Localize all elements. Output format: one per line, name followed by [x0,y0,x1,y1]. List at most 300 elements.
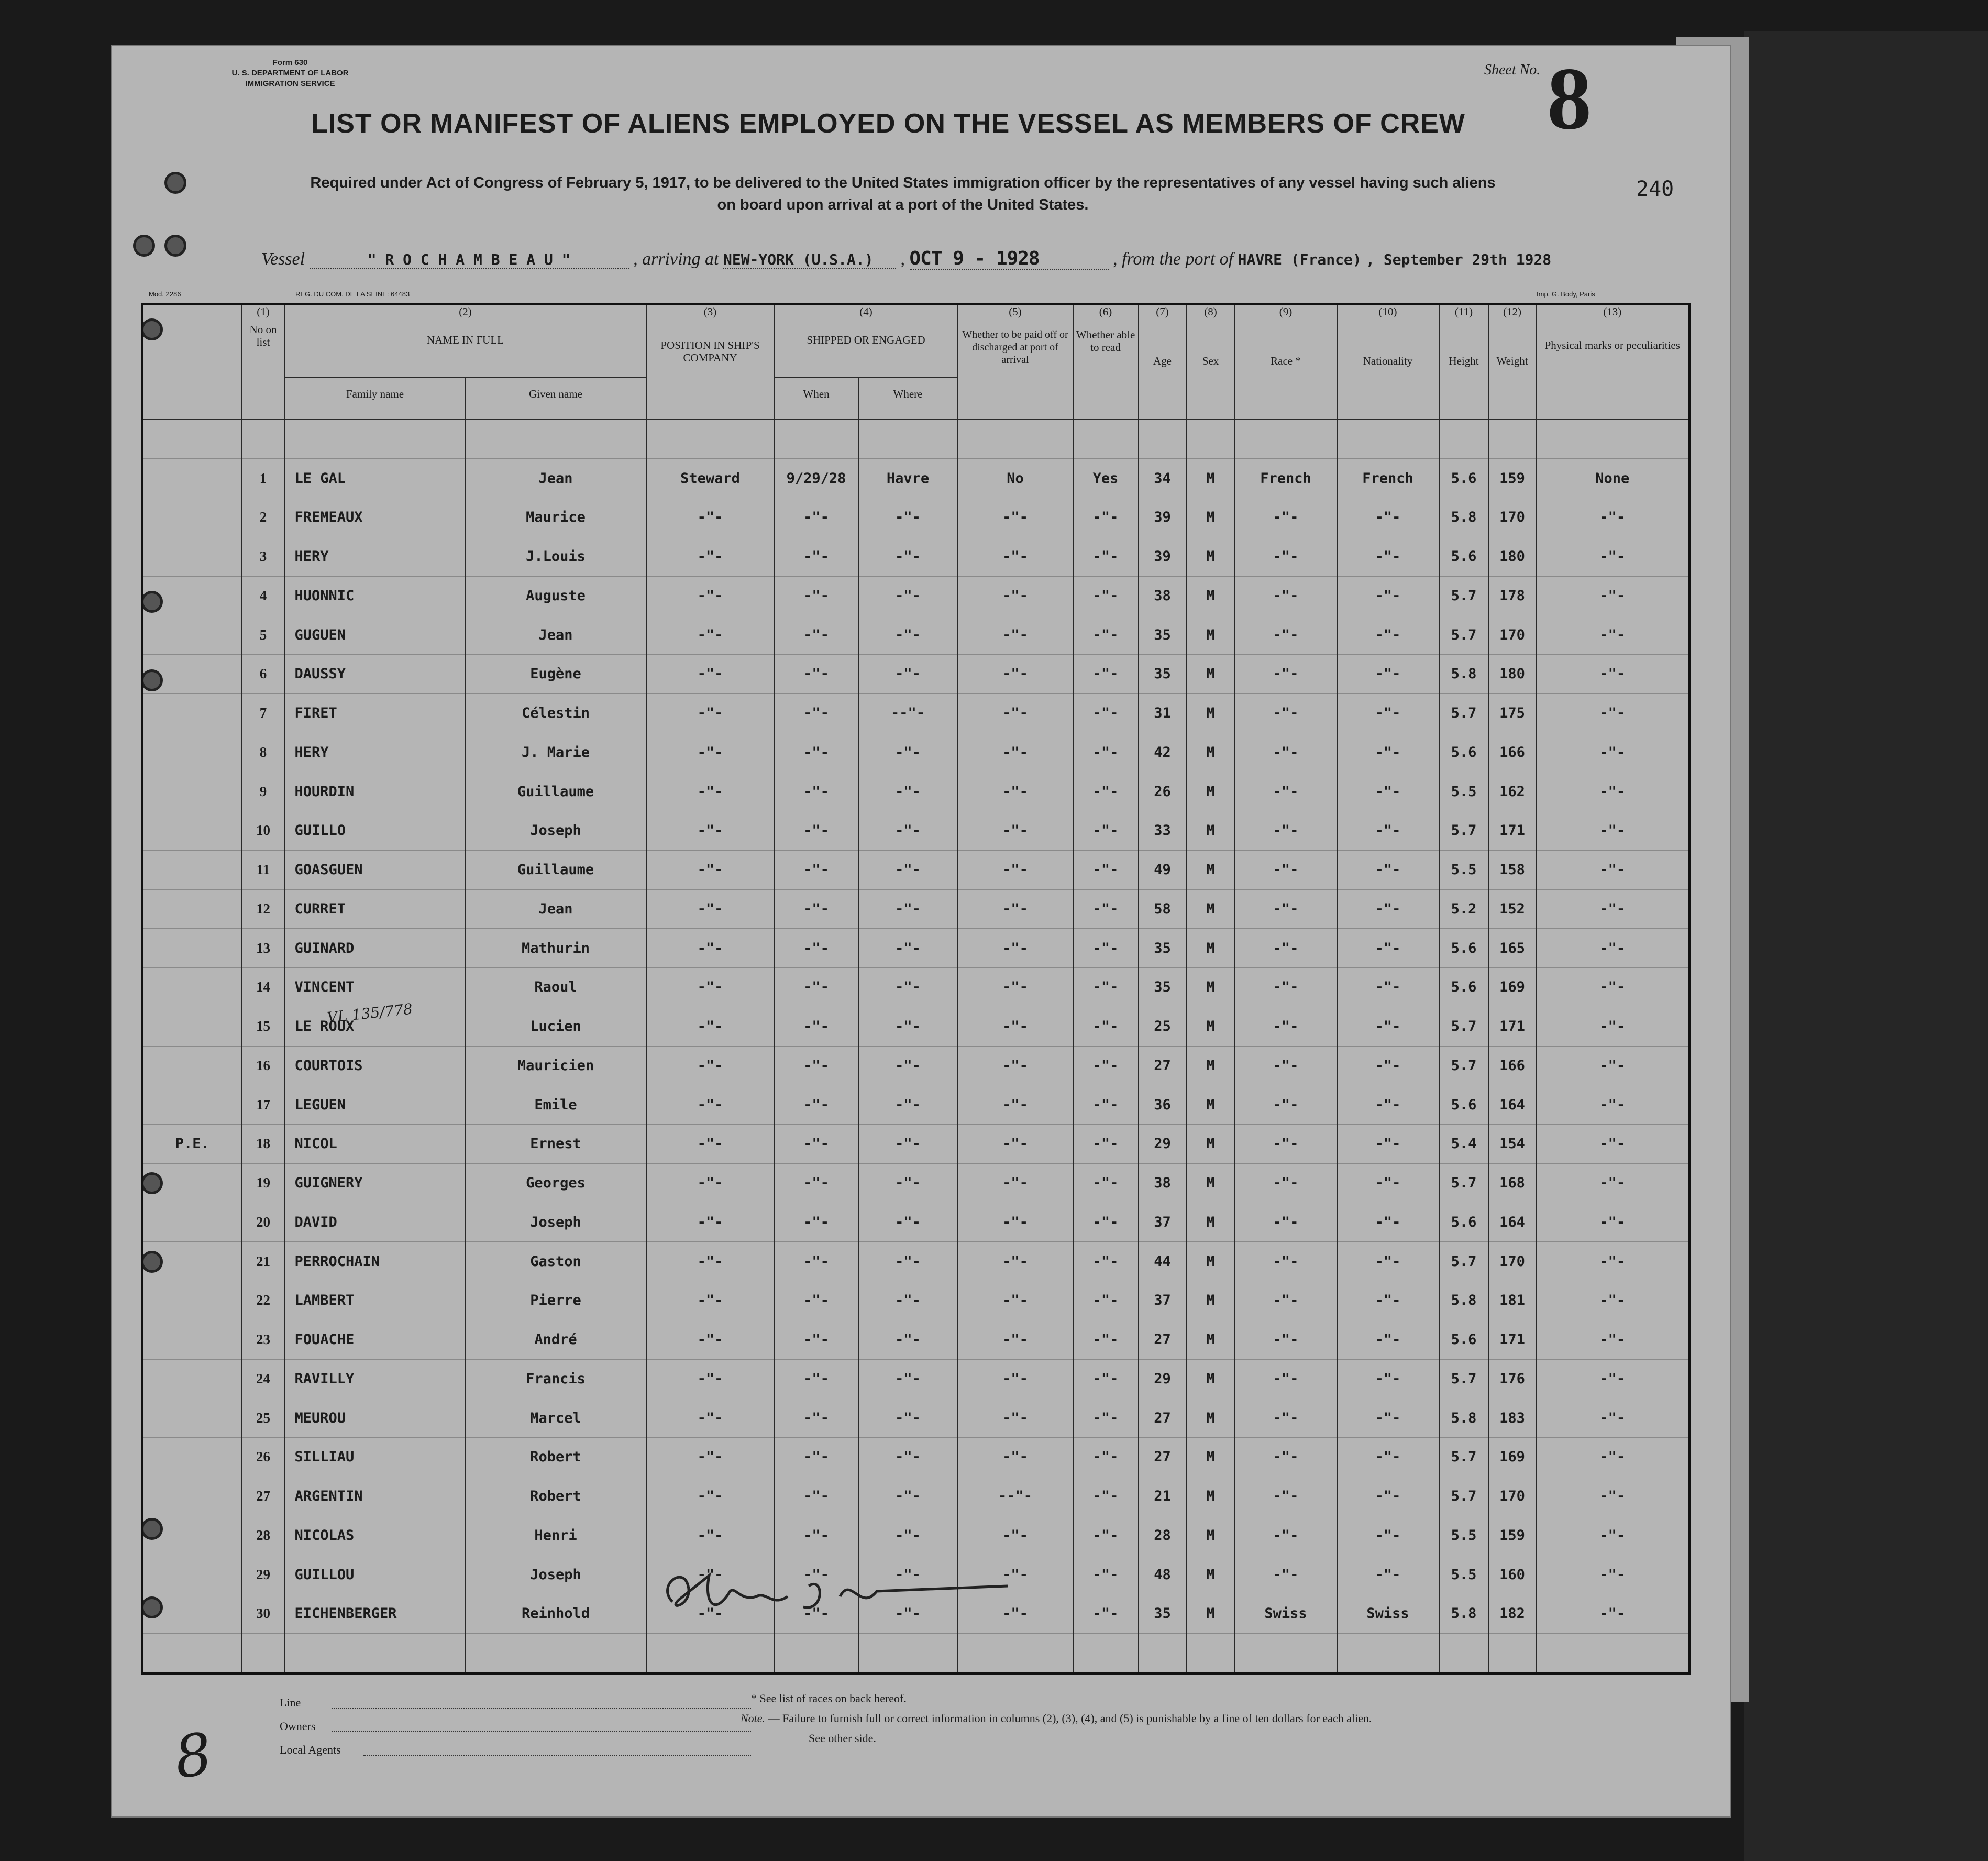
given-name-cell: Marcel [466,1398,646,1438]
given-name-cell: Auguste [466,576,646,615]
table-row [142,1125,1690,1164]
age-cell: 49 [1139,850,1187,889]
margin-note-cell [142,615,242,655]
shipped-where-cell: -"- [858,1555,958,1594]
age-cell: 33 [1139,811,1187,851]
shipped-where-cell: -"- [858,889,958,929]
weight-cell: 162 [1489,772,1536,811]
physical-marks-cell: None [1536,459,1690,498]
position-cell: -"- [646,1007,775,1046]
height-cell: 5.8 [1439,498,1489,537]
department-name: U. S. DEPARTMENT OF LABOR [231,69,349,78]
age-cell: 31 [1139,693,1187,733]
race-cell: -"- [1235,1281,1337,1320]
age-cell: 36 [1139,1085,1187,1125]
paid-off-cell: -"- [958,850,1073,889]
physical-marks-cell: -"- [1536,1203,1690,1242]
shipped-when-cell: -"- [775,889,858,929]
nationality-cell: -"- [1337,968,1439,1007]
shipped-when-cell: -"- [775,1438,858,1477]
table-row [142,889,1690,929]
header-family-name: Family name [285,378,466,420]
shipped-when-cell: -"- [775,576,858,615]
height-cell: 5.5 [1439,1516,1489,1555]
row-number-cell: 14 [242,968,285,1007]
line-label: Line [280,1696,301,1709]
nationality-cell: -"- [1337,1438,1439,1477]
given-name-cell: Raoul [466,968,646,1007]
header-race: (9) Race * [1235,304,1337,420]
position-cell: -"- [646,1242,775,1281]
table-row [142,693,1690,733]
family-name-cell: GUIGNERY [285,1163,466,1203]
margin-note-cell [142,1281,242,1320]
row-number-cell: 10 [242,811,285,851]
form-header [201,58,379,89]
given-name-cell: Robert [466,1438,646,1477]
shipped-when-cell: -"- [775,537,858,576]
row-number-cell: 4 [242,576,285,615]
nationality-cell: -"- [1337,615,1439,655]
sex-cell: M [1187,929,1235,968]
able-to-read-cell: -"- [1073,968,1139,1007]
paid-off-cell: -"- [958,1359,1073,1398]
sex-cell: M [1187,1438,1235,1477]
nationality-cell: Swiss [1337,1594,1439,1634]
table-row [142,968,1690,1007]
physical-marks-cell: -"- [1536,1594,1690,1634]
shipped-when-cell: -"- [775,733,858,772]
physical-marks-cell: -"- [1536,929,1690,968]
vessel-name: " R O C H A M B E A U " [310,251,629,269]
crew-manifest-table [141,303,1691,1675]
able-to-read-cell: -"- [1073,1516,1139,1555]
shipped-when-cell: -"- [775,1007,858,1046]
age-cell: 37 [1139,1281,1187,1320]
height-cell: 5.7 [1439,1438,1489,1477]
weight-cell: 176 [1489,1359,1536,1398]
signature-scribble [651,1555,1029,1628]
able-to-read-cell: -"- [1073,733,1139,772]
given-name-cell: Célestin [466,693,646,733]
family-name-cell: GUILLOU [285,1555,466,1594]
margin-note-cell [142,1438,242,1477]
able-to-read-cell: -"- [1073,1281,1139,1320]
table-row [142,1163,1690,1203]
paid-off-cell: -"- [958,1242,1073,1281]
physical-marks-cell: -"- [1536,1163,1690,1203]
nationality-cell: -"- [1337,1125,1439,1164]
nationality-cell: -"- [1337,576,1439,615]
able-to-read-cell: -"- [1073,850,1139,889]
shipped-when-cell: -"- [775,1516,858,1555]
position-cell: -"- [646,811,775,851]
family-name-cell: GUGUEN [285,615,466,655]
family-name-cell: HUONNIC [285,576,466,615]
race-cell: -"- [1235,1085,1337,1125]
margin-note-cell [142,1398,242,1438]
shipped-where-cell: -"- [858,1046,958,1085]
weight-cell: 169 [1489,1438,1536,1477]
margin-note-cell [142,693,242,733]
row-number-cell: 16 [242,1046,285,1085]
weight-cell: 152 [1489,889,1536,929]
manifest-sheet [112,46,1730,1816]
header-shipped-engaged: (4) SHIPPED OR ENGAGED [775,304,958,378]
race-cell: -"- [1235,1163,1337,1203]
given-name-cell: Reinhold [466,1594,646,1634]
age-cell: 27 [1139,1398,1187,1438]
table-row [142,459,1690,498]
race-cell: -"- [1235,1555,1337,1594]
height-cell: 5.6 [1439,929,1489,968]
age-cell: 27 [1139,1046,1187,1085]
family-name-cell: LAMBERT [285,1281,466,1320]
arriving-label: , arriving at [633,249,719,269]
table-row [142,498,1690,537]
shipped-where-cell: -"- [858,1085,958,1125]
age-cell: 28 [1139,1516,1187,1555]
shipped-when-cell: -"- [775,1046,858,1085]
nationality-cell: -"- [1337,772,1439,811]
nationality-cell: -"- [1337,1203,1439,1242]
weight-cell: 168 [1489,1163,1536,1203]
sex-cell: M [1187,1125,1235,1164]
row-number-cell: 17 [242,1085,285,1125]
shipped-where-cell: -"- [858,1477,958,1516]
arrival-date-stamp: OCT 9 - 1928 [910,248,1109,270]
given-name-cell: Ernest [466,1125,646,1164]
weight-cell: 180 [1489,655,1536,694]
age-cell: 26 [1139,772,1187,811]
family-name-cell: COURTOIS [285,1046,466,1085]
shipped-where-cell: -"- [858,733,958,772]
row-number-cell: 25 [242,1398,285,1438]
family-name-cell: GOASGUEN [285,850,466,889]
row-number-cell: 29 [242,1555,285,1594]
position-cell: -"- [646,1477,775,1516]
table-row [142,1203,1690,1242]
able-to-read-cell: -"- [1073,1125,1139,1164]
physical-marks-cell: -"- [1536,772,1690,811]
race-cell: -"- [1235,537,1337,576]
race-cell: -"- [1235,498,1337,537]
from-port-label: , from the port of [1113,249,1234,269]
margin-note-cell [142,1007,242,1046]
able-to-read-cell: -"- [1073,1163,1139,1203]
note-label: Note. [741,1712,766,1725]
weight-cell: 180 [1489,537,1536,576]
margin-note-cell [142,1359,242,1398]
sex-cell: M [1187,1242,1235,1281]
age-cell: 58 [1139,889,1187,929]
shipped-when-cell: -"- [775,655,858,694]
race-cell: -"- [1235,811,1337,851]
height-cell: 5.7 [1439,1163,1489,1203]
physical-marks-cell: -"- [1536,1477,1690,1516]
race-cell: -"- [1235,772,1337,811]
given-name-cell: Maurice [466,498,646,537]
race-cell: -"- [1235,1203,1337,1242]
sex-cell: M [1187,1320,1235,1359]
line-field [332,1708,751,1709]
table-row [142,615,1690,655]
physical-marks-cell: -"- [1536,693,1690,733]
nationality-cell: -"- [1337,1398,1439,1438]
age-cell: 39 [1139,498,1187,537]
table-row [142,929,1690,968]
act-text [233,172,1573,216]
sheet-label: Sheet No. [1484,62,1541,78]
position-cell: Steward [646,459,775,498]
height-cell: 5.5 [1439,1555,1489,1594]
row-number-cell: 1 [242,459,285,498]
shipped-where-cell: -"- [858,498,958,537]
physical-marks-cell: -"- [1536,1555,1690,1594]
table-row [142,537,1690,576]
table-row [142,850,1690,889]
physical-marks-cell: -"- [1536,655,1690,694]
family-name-cell: LE GAL [285,459,466,498]
margin-note-cell [142,1203,242,1242]
sex-cell: M [1187,1359,1235,1398]
physical-marks-cell: -"- [1536,1007,1690,1046]
header-nationality: (10) Nationality [1337,304,1439,420]
paid-off-cell: -"- [958,1594,1073,1634]
spacer-row [142,1633,1690,1673]
height-cell: 5.7 [1439,615,1489,655]
given-name-cell: Joseph [466,1555,646,1594]
races-note: * See list of races on back hereof. [751,1692,907,1705]
paid-off-cell: -"- [958,537,1073,576]
sex-cell: M [1187,811,1235,851]
shipped-when-cell: -"- [775,929,858,968]
margin-note-cell [142,498,242,537]
height-cell: 5.6 [1439,733,1489,772]
table-row [142,655,1690,694]
weight-cell: 160 [1489,1555,1536,1594]
sex-cell: M [1187,1555,1235,1594]
race-cell: -"- [1235,1359,1337,1398]
given-name-cell: Lucien [466,1007,646,1046]
paid-off-cell: -"- [958,693,1073,733]
sex-cell: M [1187,576,1235,615]
height-cell: 5.6 [1439,1320,1489,1359]
able-to-read-cell: -"- [1073,615,1139,655]
sex-cell: M [1187,1281,1235,1320]
height-cell: 5.7 [1439,1046,1489,1085]
margin-note-cell [142,811,242,851]
given-name-cell: Henri [466,1516,646,1555]
shipped-where-cell: -"- [858,1007,958,1046]
sex-cell: M [1187,1477,1235,1516]
row-number-cell: 2 [242,498,285,537]
able-to-read-cell: -"- [1073,889,1139,929]
table-row [142,576,1690,615]
departure-port: HAVRE (France) [1238,251,1362,268]
paid-off-cell: -"- [958,811,1073,851]
row-number-cell: 18 [242,1125,285,1164]
page-title: LIST OR MANIFEST OF ALIENS EMPLOYED ON THE VESSEL AS MEMBERS OF CREW [311,108,1465,139]
header-age: (7) Age [1139,304,1187,420]
age-cell: 35 [1139,615,1187,655]
physical-marks-cell: -"- [1536,1359,1690,1398]
vessel-label: Vessel [261,249,305,269]
paid-off-cell: -"- [958,772,1073,811]
position-cell: -"- [646,1594,775,1634]
position-cell: -"- [646,655,775,694]
able-to-read-cell: -"- [1073,1242,1139,1281]
sex-cell: M [1187,1516,1235,1555]
row-number-cell: 21 [242,1242,285,1281]
race-cell: -"- [1235,850,1337,889]
given-name-cell: Francis [466,1359,646,1398]
able-to-read-cell: -"- [1073,576,1139,615]
family-name-cell: RAVILLY [285,1359,466,1398]
race-cell: -"- [1235,576,1337,615]
header-position: (3) POSITION IN SHIP'S COMPANY [646,304,775,420]
weight-cell: 154 [1489,1125,1536,1164]
failure-note [741,1712,1372,1725]
weight-cell: 169 [1489,968,1536,1007]
paid-off-cell: -"- [958,1203,1073,1242]
margin-column-header [142,304,242,420]
scan-background [1744,31,1988,1861]
age-cell: 44 [1139,1242,1187,1281]
physical-marks-cell: -"- [1536,1320,1690,1359]
height-cell: 5.8 [1439,1594,1489,1634]
physical-marks-cell: -"- [1536,1516,1690,1555]
able-to-read-cell: -"- [1073,498,1139,537]
sex-cell: M [1187,1085,1235,1125]
margin-note-cell [142,968,242,1007]
position-cell: -"- [646,850,775,889]
paid-off-cell: -"- [958,929,1073,968]
table-row [142,811,1690,851]
race-cell: -"- [1235,929,1337,968]
height-cell: 5.7 [1439,576,1489,615]
nationality-cell: -"- [1337,1281,1439,1320]
family-name-cell: ARGENTIN [285,1477,466,1516]
nationality-cell: -"- [1337,537,1439,576]
age-cell: 35 [1139,655,1187,694]
margin-note-cell [142,772,242,811]
position-cell: -"- [646,693,775,733]
race-cell: -"- [1235,615,1337,655]
sex-cell: M [1187,889,1235,929]
race-cell: -"- [1235,1398,1337,1438]
position-cell: -"- [646,1281,775,1320]
nationality-cell: -"- [1337,1163,1439,1203]
physical-marks-cell: -"- [1536,889,1690,929]
physical-marks-cell: -"- [1536,576,1690,615]
owners-label: Owners [280,1720,316,1733]
nationality-cell: -"- [1337,693,1439,733]
paid-off-cell: -"- [958,498,1073,537]
row-number-cell: 13 [242,929,285,968]
race-cell: -"- [1235,889,1337,929]
able-to-read-cell: -"- [1073,655,1139,694]
paid-off-cell: -"- [958,968,1073,1007]
header-paid-off: (5) Whether to be paid off or discharged at port of arrival [958,304,1073,420]
handwritten-annotation: VL 135/778 [326,1000,414,1027]
family-name-cell: VINCENT [285,968,466,1007]
shipped-when-cell: -"- [775,1555,858,1594]
nationality-cell: -"- [1337,1085,1439,1125]
see-other-side: See other side. [809,1732,876,1745]
family-name-cell: HERY [285,733,466,772]
weight-cell: 159 [1489,459,1536,498]
table-row [142,733,1690,772]
spacer-row [142,420,1690,459]
physical-marks-cell: -"- [1536,850,1690,889]
weight-cell: 165 [1489,929,1536,968]
nationality-cell: -"- [1337,811,1439,851]
header-physical-marks: (13) Physical marks or peculiarities [1536,304,1690,420]
margin-note-cell [142,459,242,498]
height-cell: 5.6 [1439,1085,1489,1125]
shipped-when-cell: -"- [775,772,858,811]
header-height: (11) Height [1439,304,1489,420]
given-name-cell: Gaston [466,1242,646,1281]
nationality-cell: -"- [1337,1516,1439,1555]
sheet-number: 8 [1547,49,1592,148]
position-cell: -"- [646,1203,775,1242]
sex-cell: M [1187,537,1235,576]
nationality-cell: -"- [1337,655,1439,694]
margin-note-cell [142,655,242,694]
shipped-where-cell: -"- [858,1163,958,1203]
nationality-cell: -"- [1337,1359,1439,1398]
sex-cell: M [1187,1163,1235,1203]
family-name-cell: LEGUEN [285,1085,466,1125]
sex-cell: M [1187,1203,1235,1242]
family-name-cell: GUINARD [285,929,466,968]
margin-note-cell [142,1242,242,1281]
shipped-where-cell: -"- [858,1359,958,1398]
shipped-where-cell: -"- [858,537,958,576]
margin-note-cell [142,850,242,889]
margin-note-cell [142,1320,242,1359]
shipped-when-cell: -"- [775,850,858,889]
height-cell: 5.5 [1439,772,1489,811]
physical-marks-cell: -"- [1536,1046,1690,1085]
header-no-on-list: (1) No on list [242,304,285,420]
family-name-cell: CURRET [285,889,466,929]
shipped-where-cell: -"- [858,1594,958,1634]
age-cell: 27 [1139,1320,1187,1359]
family-name-cell: GUILLO [285,811,466,851]
margin-note-cell [142,1163,242,1203]
paid-off-cell: -"- [958,1320,1073,1359]
position-cell: -"- [646,1555,775,1594]
paid-off-cell: -"- [958,1085,1073,1125]
position-cell: -"- [646,1085,775,1125]
shipped-where-cell: -"- [858,1398,958,1438]
weight-cell: 182 [1489,1594,1536,1634]
age-cell: 38 [1139,576,1187,615]
age-cell: 35 [1139,929,1187,968]
physical-marks-cell: -"- [1536,968,1690,1007]
position-cell: -"- [646,498,775,537]
race-cell: Swiss [1235,1594,1337,1634]
shipped-where-cell: -"- [858,929,958,968]
height-cell: 5.4 [1439,1125,1489,1164]
race-cell: -"- [1235,1046,1337,1085]
sex-cell: M [1187,1007,1235,1046]
weight-cell: 159 [1489,1516,1536,1555]
row-number-cell: 23 [242,1320,285,1359]
